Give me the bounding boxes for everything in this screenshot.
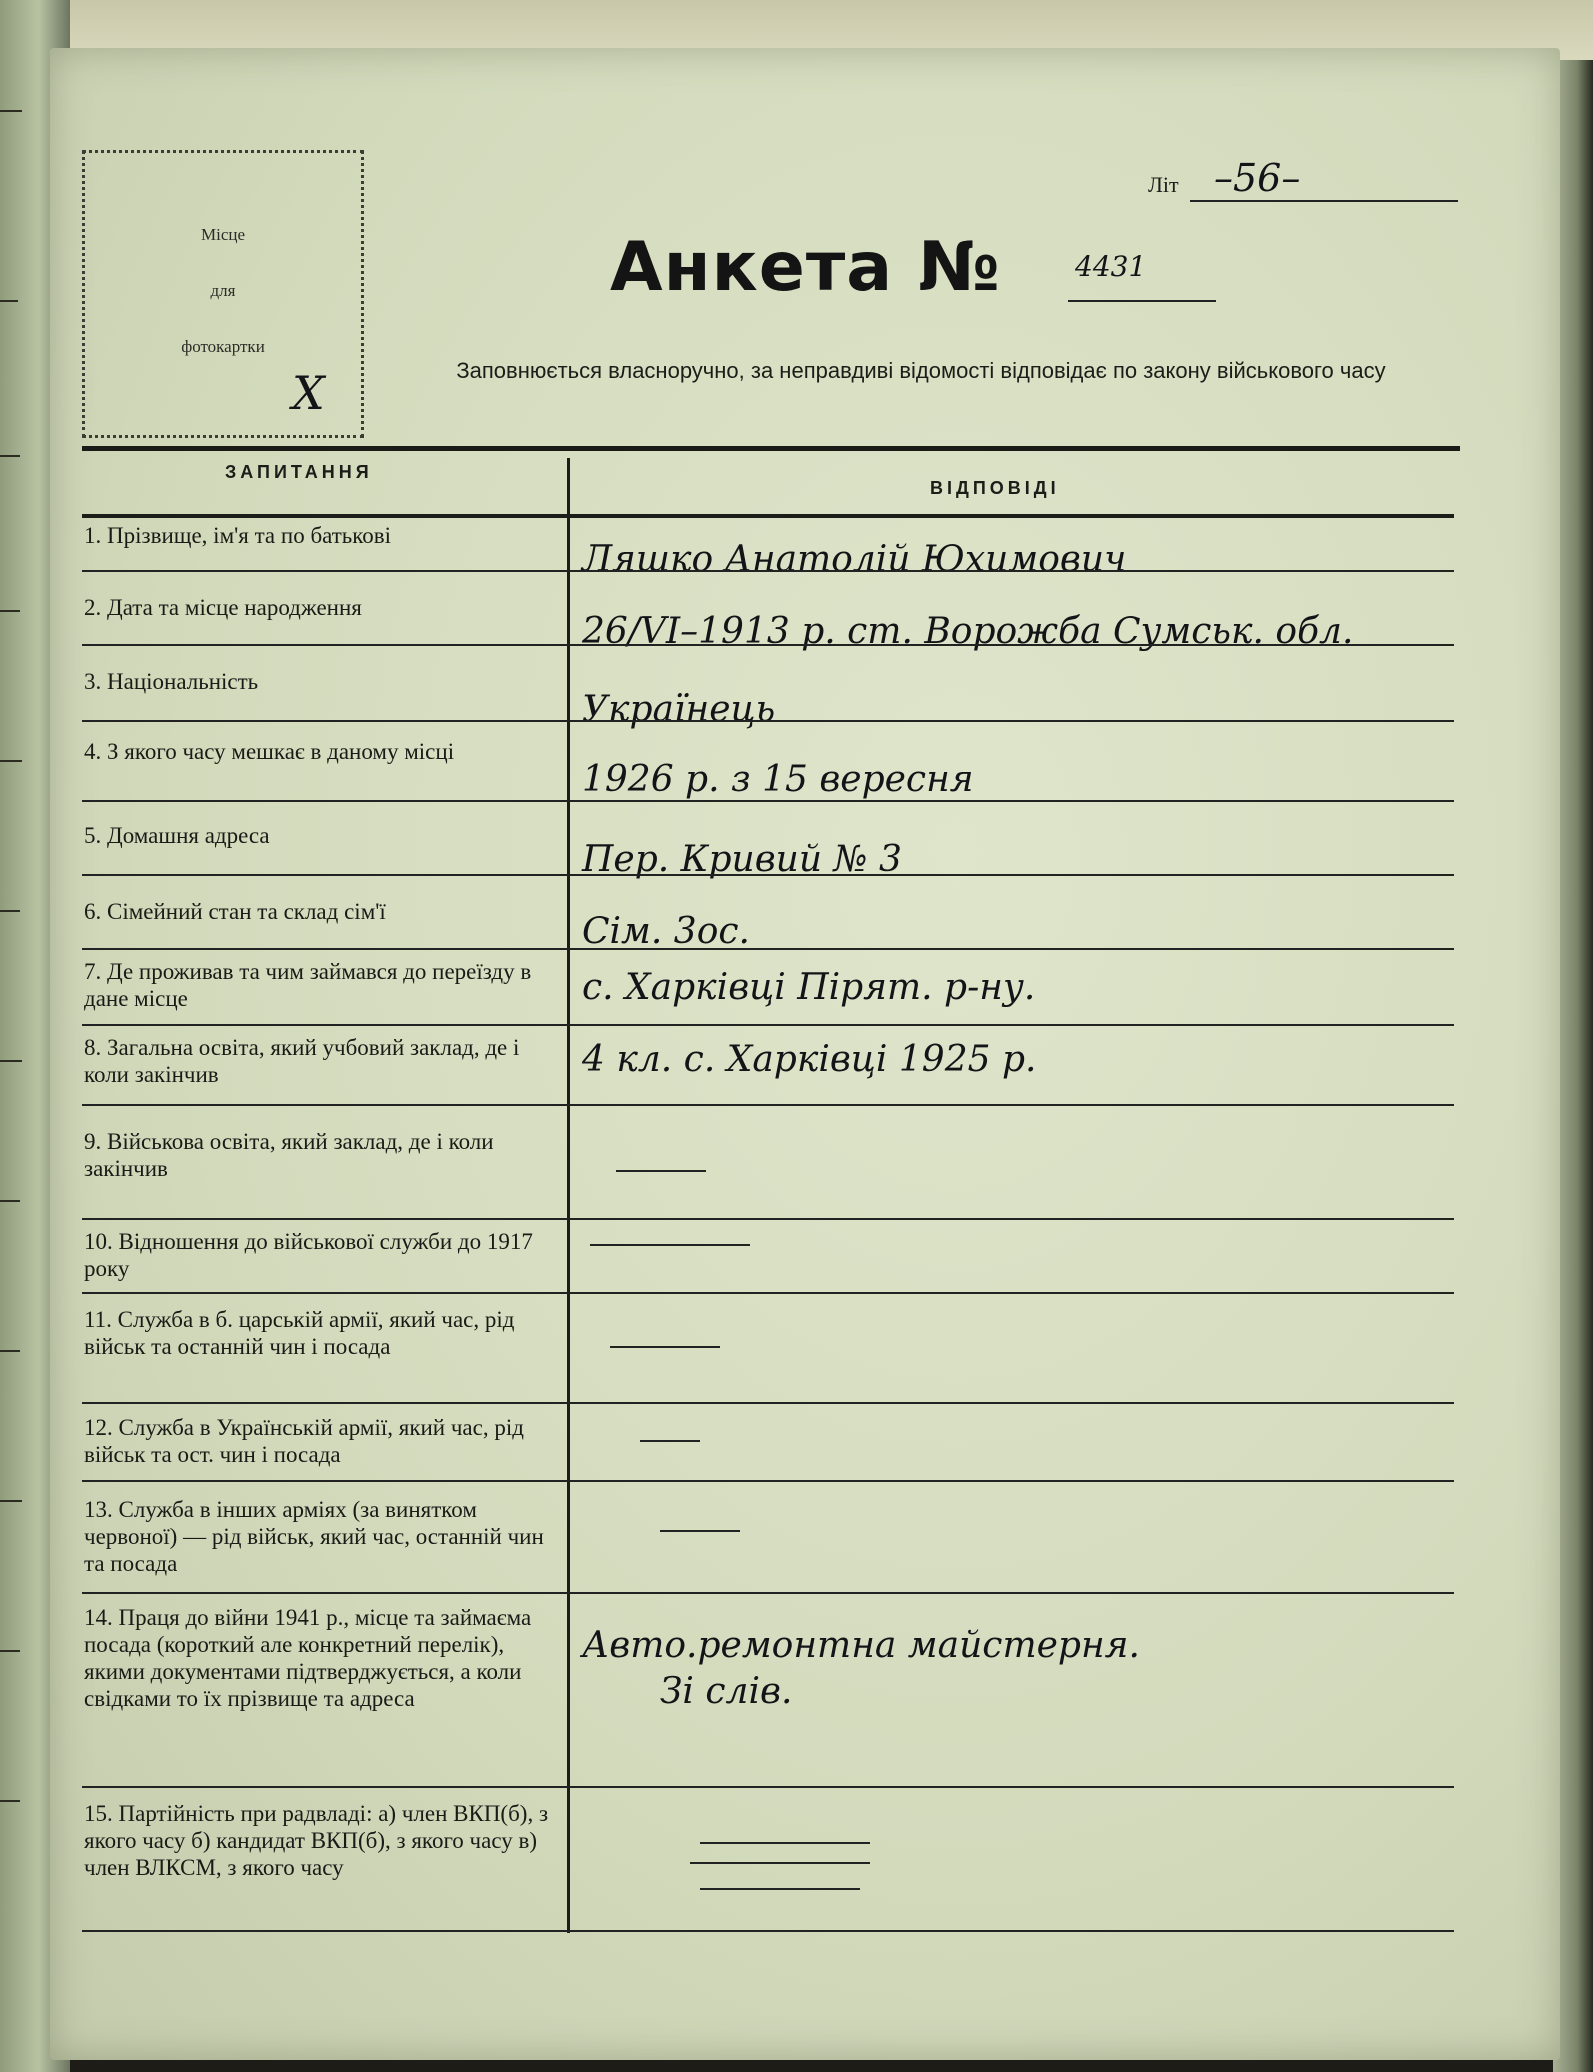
row-11-rule [82, 1402, 1454, 1404]
answer-11-dash-1 [610, 1346, 720, 1348]
sheet-number-label: Літ [1148, 172, 1179, 197]
question-9: 9. Військова освіта, який заклад, де і коли закінчив [84, 1129, 494, 1181]
row-15-rule [82, 1930, 1454, 1932]
row-7-rule [82, 1024, 1454, 1026]
row-6-rule [82, 948, 1454, 950]
row-8-rule [82, 1104, 1454, 1106]
sheet-number-value: –56– [1214, 156, 1301, 200]
question-15: 15. Партійність при радвладі: а) член ВКП(б), з якого часу б) кандидат ВКП(б), з якого часу в) член ВЛКСМ, з якого часу [84, 1801, 549, 1880]
row-2-rule [82, 644, 1454, 646]
answer-15-dash-3 [700, 1888, 860, 1890]
answer-5: Пер. Кривий № 3 [582, 839, 902, 880]
question-4: 4. З якого часу мешкає в даному місці [84, 739, 455, 764]
question-7: 7. Де проживав та чим займався до переїзду в дане місце [84, 959, 532, 1011]
photo-label-line1: Місце [200, 225, 246, 244]
answer-15-dash-2 [690, 1862, 870, 1864]
column-header-rule [82, 514, 1454, 518]
column-divider [567, 458, 570, 1933]
form-number: 4431 [1075, 250, 1147, 283]
answer-14-line2: Зі слів. [660, 1671, 793, 1712]
answer-14: Авто.ремонтна майстерня. [582, 1625, 1140, 1666]
sheet-number-line [1190, 200, 1458, 202]
answer-6: Сім. 3ос. [582, 911, 750, 952]
row-13-rule [82, 1592, 1454, 1594]
row-10-rule [82, 1292, 1454, 1294]
answer-1: Ляшко Анатолій Юхимович [582, 539, 1127, 580]
question-3: 3. Національність [84, 669, 259, 694]
photo-label-line2: для [210, 281, 236, 300]
question-13: 13. Служба в інших арміях (за винятком червоної) — рід військ, який час, останній чин та посада [84, 1497, 544, 1576]
form-title: Анкета № [610, 228, 1001, 307]
answers-column-header: ВІДПОВІДІ [930, 478, 1060, 498]
sheet-number-field [1148, 150, 1458, 202]
question-1: 1. Прізвище, ім'я та по батькові [84, 523, 392, 548]
row-3-rule [82, 720, 1454, 722]
question-5: 5. Домашня адреса [84, 823, 270, 848]
answer-3: Українець [582, 689, 776, 730]
photo-mark: Х [292, 366, 325, 420]
answer-10-dash-1 [590, 1244, 750, 1246]
question-8: 8. Загальна освіта, який учбовий заклад, де і коли закінчив [84, 1035, 520, 1087]
answer-13-dash-1 [660, 1530, 740, 1532]
question-6: 6. Сімейний стан та склад сім'ї [84, 899, 386, 924]
answer-7: с. Харківці Пірят. р-ну. [582, 967, 1036, 1008]
header-rule [82, 446, 1460, 451]
row-1-rule [82, 570, 1454, 572]
photo-label-line3: фотокартки [181, 337, 265, 356]
answer-2: 26/VI–1913 р. ст. Ворожба Сумськ. обл. [582, 611, 1354, 652]
row-12-rule [82, 1480, 1454, 1482]
row-14-rule [82, 1786, 1454, 1788]
question-11: 11. Служба в б. царській армії, який час, рід військ та останній чин і посада [84, 1307, 515, 1359]
answer-15-dash-1 [700, 1842, 870, 1844]
answer-8: 4 кл. с. Харківці 1925 р. [582, 1039, 1037, 1080]
question-14: 14. Праця до війни 1941 р., місце та займаєма посада (короткий але конкретний перелік), якими документами підтверджується, а коли свідками то їх прізвище та адреса [84, 1605, 532, 1711]
form-number-line [1068, 300, 1216, 302]
questions-column-header: ЗАПИТАННЯ [225, 462, 373, 482]
row-5-rule [82, 874, 1454, 876]
answer-12-dash-1 [640, 1440, 700, 1442]
question-12: 12. Служба в Українській армії, який час, рід військ та ост. чин і посада [84, 1415, 524, 1467]
form-instructions: Заповнюється власноручно, за неправдиві відомості відповідає по закону військового часу [456, 358, 1386, 383]
question-10: 10. Відношення до військової служби до 1917 року [84, 1229, 533, 1281]
row-4-rule [82, 800, 1454, 802]
row-9-rule [82, 1218, 1454, 1220]
question-2: 2. Дата та місце народження [84, 595, 362, 620]
answer-4: 1926 р. з 15 вересня [582, 759, 974, 800]
answer-9-dash-1 [616, 1170, 706, 1172]
